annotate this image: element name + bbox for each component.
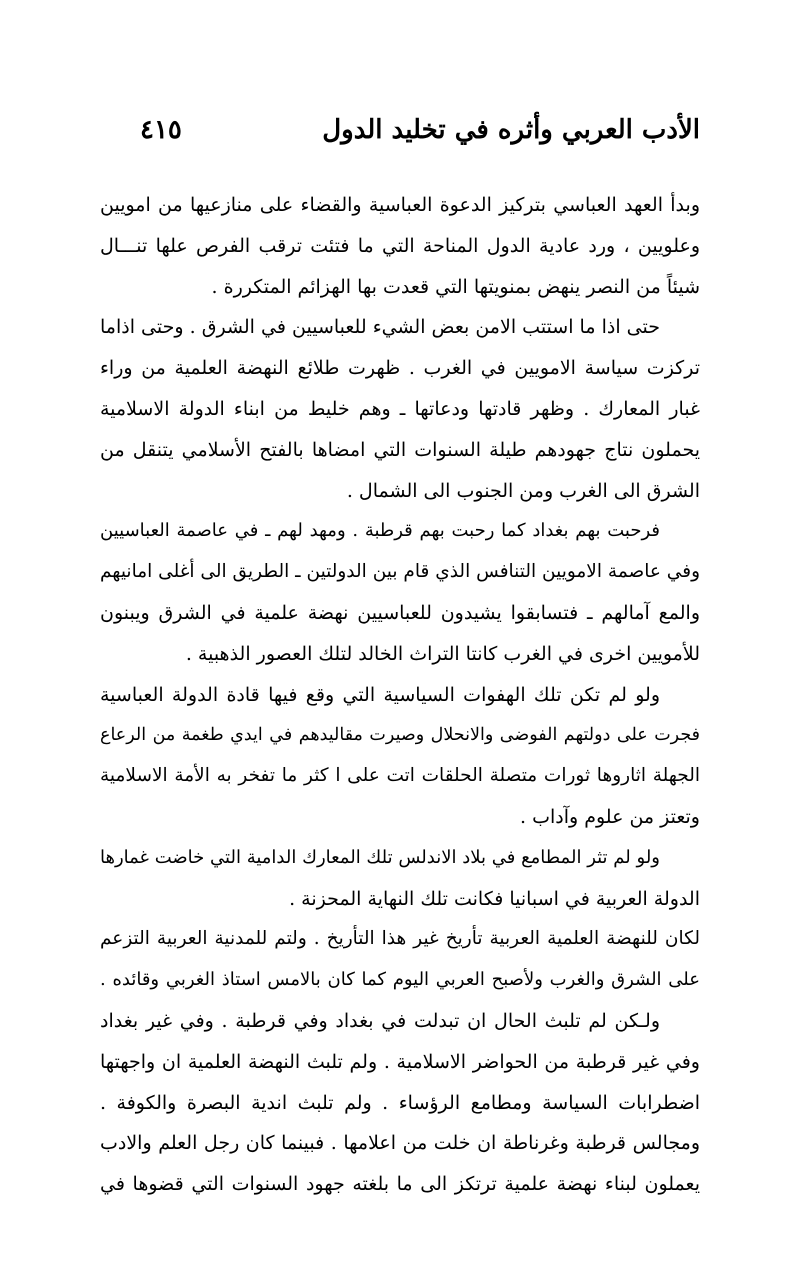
text-line: يعملون لبناء نهضة علمية ترتكز الى ما بلغته جهود السنوات التي قضوها في [100,1173,700,1196]
running-title: الأدب العربي وأثره في تخليد الدول [322,115,700,145]
text-line: ولـكن لم تلبث الحال ان تبدلت في بغداد وفي قرطبة . وفي غير بغداد [100,1009,660,1032]
text-line: ولو لم تثر المطامع في بلاد الاندلس تلك المعارك الدامية التي خاضت غمارها [100,846,660,868]
body-text [100,185,700,1205]
text-line: على الشرق والغرب ولأصبح العربي اليوم كما كان بالامس استاذ الغربي وقائده . [100,969,700,991]
text-line: والمع آمالهم ـ فتسابقوا يشيدون للعباسيين نهضة علمية في الشرق ويبنون [100,601,700,624]
text-line: فجرت على دولتهم الفوضى والانحلال وصيرت مقاليدهم في ايدي طغمة من الرعاع [100,725,700,746]
text-line: يحملون نتاج جهودهم طيلة السنوات التي امضاها بالفتح الأسلامي يتنقل من [100,438,700,461]
text-line: وتعتز من علوم وآداب . [520,805,700,828]
text-line: الجهلة اثاروها ثورات متصلة الحلقات اتت على ا كثر ما تفخر به الأمة الاسلامية [100,765,700,787]
text-line: وفي عاصمة الامويين التنافس الذي قام بين الدولتين ـ الطريق الى أغلى امانيهم [100,561,700,583]
page-header [140,108,700,152]
text-line: وفي غير قرطبة من الحواضر الاسلامية . ولم تلبث النهضة العلمية ان واجهتها [100,1050,700,1073]
text-line: الدولة العربية في اسبانيا فكانت تلك النهاية المحزنة . [289,887,700,910]
text-line: تركزت سياسة الامويين في الغرب . ظهرت طلائع النهضة العلمية من وراء [100,357,700,380]
text-line: حتى اذا ما استتب الامن بعض الشيء للعباسيين في الشرق . وحتى اذاما [100,316,660,339]
page-number: ٤١٥ [140,115,182,145]
text-line: اضطرابات السياسة ومطامع الرؤساء . ولم تلبث اندية البصرة والكوفة . [100,1091,700,1114]
text-line: ولو لم تكن تلك الهفوات السياسية التي وقع فيها قادة الدولة العباسية [100,683,660,706]
text-line: ومجالس قرطبة وغرناطة ان خلت من اعلامها . فبينما كان رجل العلم والادب [100,1132,700,1155]
text-line: وعلويين ، ورد عادية الدول المناحة التي ما فتئت ترقب الفرص علها تنـــال [100,234,700,257]
text-line: وبدأ العهد العباسي بتركيز الدعوة العباسية والقضاء على منازعيها من امويين [100,194,700,216]
text-line: فرحبت بهم بغداد كما رحبت بهم قرطبة . ومهد لهم ـ في عاصمة العباسيين [100,520,660,542]
text-line: للأمويين اخرى في الغرب كانتا التراث الخالد لتلك العصور الذهبية . [185,642,700,665]
text-line: الشرق الى الغرب ومن الجنوب الى الشمال . [346,479,700,502]
text-line: شيئاً من النصر ينهض بمنويتها التي قعدت بها الهزائم المتكررة . [211,275,700,298]
text-line: غبار المعارك . وظهر قادتها ودعاتها ـ وهم خليط من ابناء الدولة الاسلامية [100,397,700,420]
text-line: لكان للنهضة العلمية العربية تأريخ غير هذا التأريخ . ولتم للمدنية العربية التزعم [100,928,700,950]
